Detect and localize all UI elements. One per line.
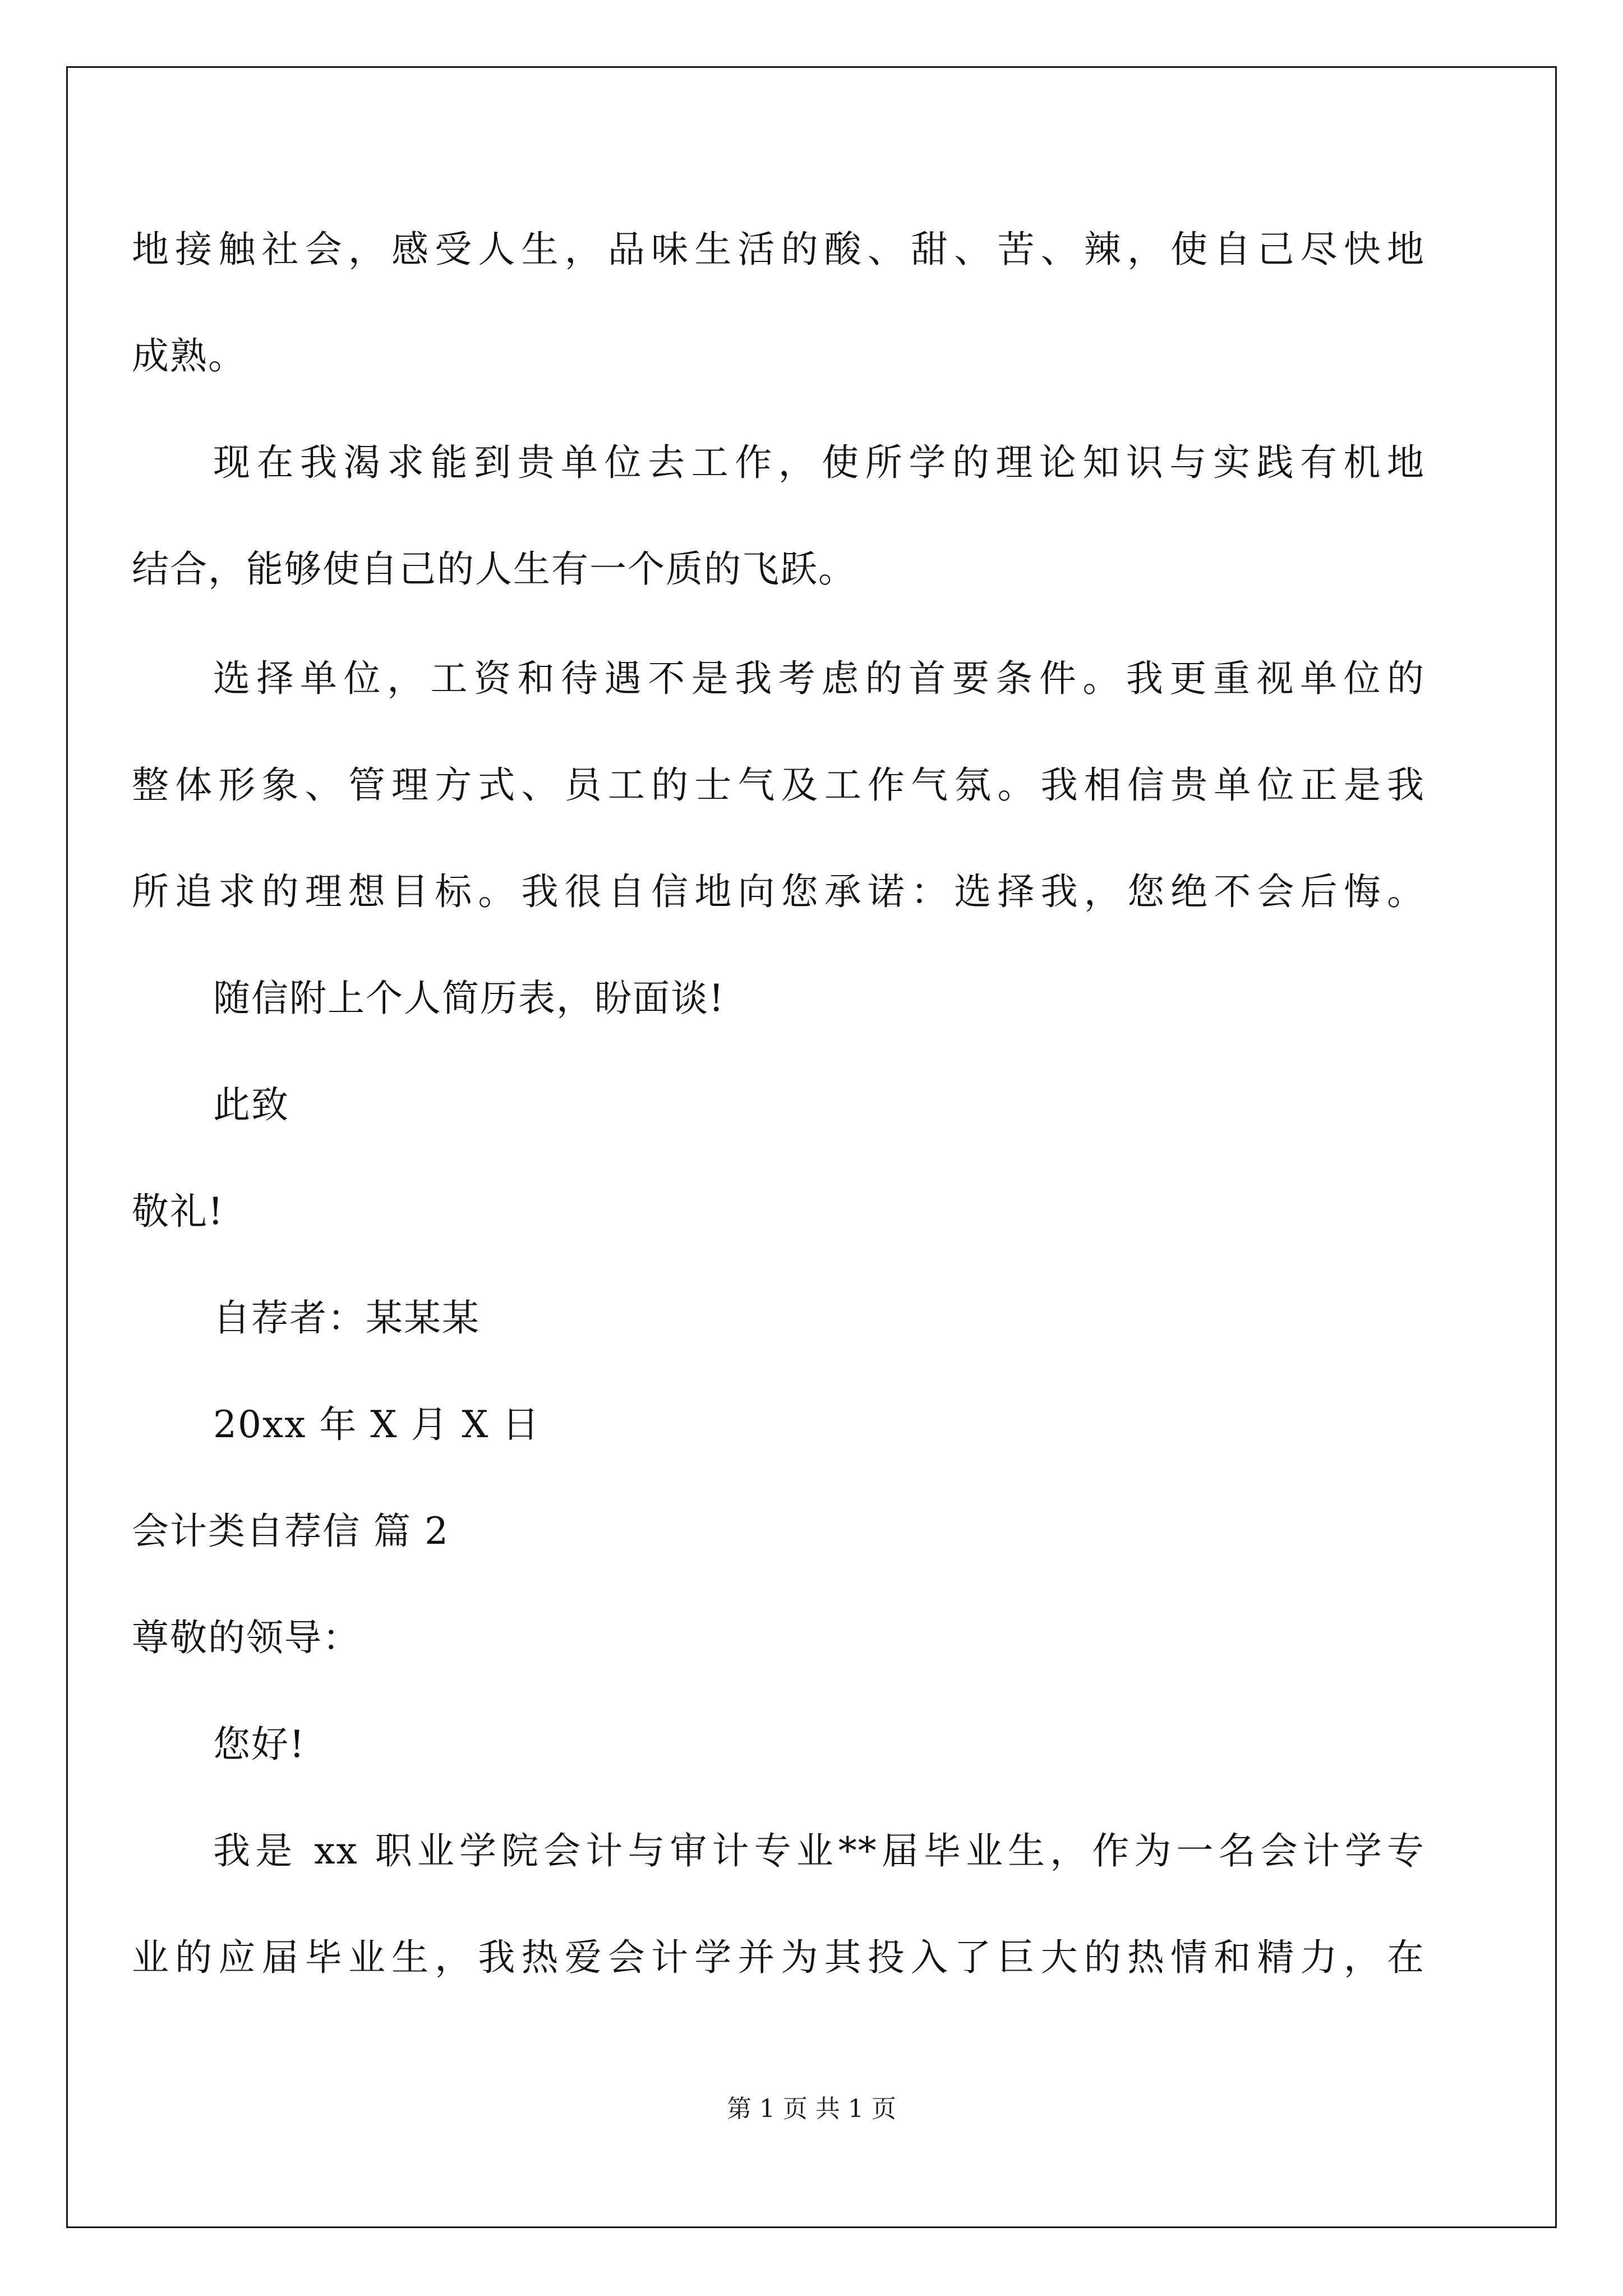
- paragraph-line-8: 我是 xx 职业学院会计与审计专业**届毕业生，作为一名会计学专: [213, 1829, 1425, 1872]
- section-title: 会计类自荐信 篇 2: [132, 1510, 449, 1553]
- closing-phrase: 此致: [213, 1083, 289, 1126]
- greeting-recipient: 尊敬的领导：: [132, 1616, 361, 1659]
- paragraph-line-7: 所追求的理想目标。我很自信地向您承诺：选择我，您绝不会后悔。: [132, 870, 1425, 913]
- attachment-note: 随信附上个人简历表，盼面谈!: [213, 977, 725, 1020]
- paragraph-line-1: 地接触社会，感受人生，品味生活的酸、甜、苦、辣，使自己尽快地: [132, 228, 1425, 271]
- paragraph-line-4: 结合，能够使自己的人生有一个质的飞跃。: [132, 547, 856, 591]
- page-frame: [66, 66, 1557, 2228]
- paragraph-line-5: 选择单位，工资和待遇不是我考虑的首要条件。我更重视单位的: [213, 657, 1425, 700]
- paragraph-line-9: 业的应届毕业生，我热爱会计学并为其投入了巨大的热情和精力，在: [132, 1936, 1425, 1979]
- paragraph-line-2: 成熟。: [132, 334, 246, 378]
- greeting-hello: 您好!: [213, 1723, 306, 1766]
- date-line: 20xx 年 X 月 X 日: [213, 1403, 541, 1446]
- signature-line: 自荐者：某某某: [213, 1296, 480, 1340]
- salutation-regards: 敬礼!: [132, 1190, 224, 1233]
- page-footer: 第 1 页 共 1 页: [727, 2095, 896, 2123]
- paragraph-line-6: 整体形象、管理方式、员工的士气及工作气氛。我相信贵单位正是我: [132, 763, 1425, 807]
- paragraph-line-3: 现在我渴求能到贵单位去工作，使所学的理论知识与实践有机地: [213, 441, 1425, 484]
